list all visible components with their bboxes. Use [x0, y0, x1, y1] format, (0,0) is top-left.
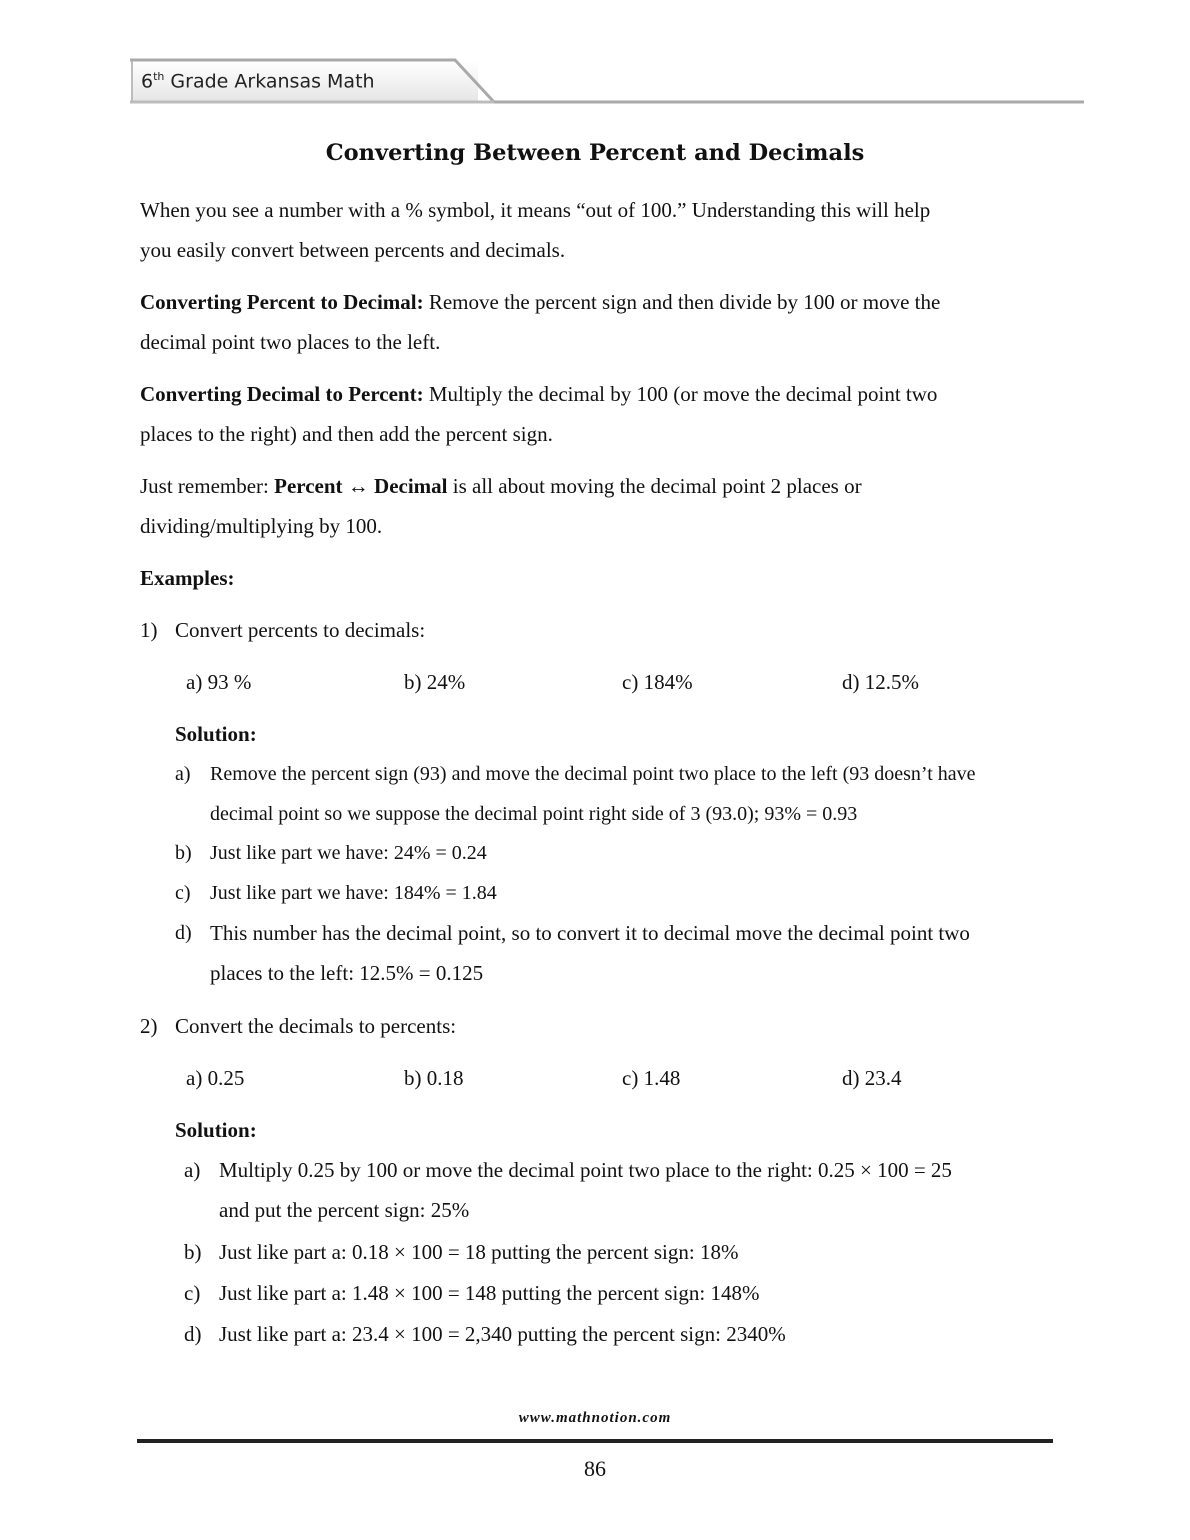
- example-2-choice-a: a) 0.25: [186, 1066, 245, 1090]
- example-1-solution-a: Remove the percent sign (93) and move the decimal point two place to the left (93 doesn’t have decimal point so we suppose the decimal point right side of 3 (93.0); 93% = 0.93: [210, 763, 976, 825]
- example-2-solution-b: Just like part a: 0.18 × 100 = 18 putting the percent sign: 18%: [219, 1240, 739, 1264]
- header-title: 6th Grade Arkansas Math: [141, 70, 375, 93]
- example-1-solution-b: Just like part we have: 24% = 0.24: [210, 842, 487, 864]
- example-2-solution-c: Just like part a: 1.48 × 100 = 148 putting the percent sign: 148%: [219, 1281, 760, 1305]
- example-1-solution-d-letter: d): [175, 922, 192, 944]
- example-1-solution-b-letter: b): [175, 842, 192, 864]
- remember-paragraph: Just remember: Percent ↔ Decimal is all about moving the decimal point 2 places or dividing/multiplying by 100.: [140, 474, 862, 538]
- example-1-number: 1): [140, 618, 158, 642]
- examples-heading: Examples:: [140, 566, 235, 590]
- example-1-solution-c-letter: c): [175, 882, 191, 904]
- example-2-solution-heading: Solution:: [175, 1118, 257, 1142]
- example-1-choice-d: d) 12.5%: [842, 670, 919, 694]
- example-2-solution-d-letter: d): [184, 1322, 202, 1346]
- decimal-to-percent-paragraph: Converting Decimal to Percent: Multiply the decimal by 100 (or move the decimal point two places to the right) and then add the percent sign.: [140, 382, 938, 446]
- example-1-choice-c: c) 184%: [622, 670, 693, 694]
- example-2-choice-b: b) 0.18: [404, 1066, 464, 1090]
- example-2-number: 2): [140, 1014, 158, 1038]
- example-1-solution-c: Just like part we have: 184% = 1.84: [210, 882, 497, 904]
- example-1-choice-a: a) 93 %: [186, 670, 252, 694]
- example-1-solution-heading: Solution:: [175, 722, 257, 746]
- page-number: 86: [584, 1456, 606, 1481]
- example-2-choice-d: d) 23.4: [842, 1066, 902, 1090]
- percent-to-decimal-paragraph: Converting Percent to Decimal: Remove the percent sign and then divide by 100 or move the decimal point two places to the left.: [140, 290, 941, 354]
- example-2-choice-c: c) 1.48: [622, 1066, 681, 1090]
- example-2-solution-c-letter: c): [184, 1281, 201, 1305]
- footer-rule: [137, 1439, 1053, 1443]
- example-1-solution-d: This number has the decimal point, so to convert it to decimal move the decimal point two places to the left: 12.5% = 0.125: [210, 921, 970, 985]
- example-2-solution-a-letter: a): [184, 1158, 201, 1182]
- example-2-solution-b-letter: b): [184, 1240, 202, 1264]
- page-title: Converting Between Percent and Decimals: [325, 140, 865, 166]
- example-2-solution-a: Multiply 0.25 by 100 or move the decimal point two place to the right: 0.25 × 100 = 25 and put the percent sign: 25%: [219, 1158, 952, 1222]
- example-1-prompt: Convert percents to decimals:: [175, 618, 426, 642]
- intro-paragraph: When you see a number with a % symbol, it means “out of 100.” Understanding this will help you easily convert between percents and decimals.: [140, 198, 931, 262]
- example-1-solution-a-letter: a): [175, 763, 191, 785]
- example-1-choice-b: b) 24%: [404, 670, 466, 694]
- example-2-prompt: Convert the decimals to percents:: [175, 1014, 457, 1038]
- footer-url: www.mathnotion.com: [518, 1410, 672, 1426]
- example-2-solution-d: Just like part a: 23.4 × 100 = 2,340 putting the percent sign: 2340%: [219, 1322, 786, 1346]
